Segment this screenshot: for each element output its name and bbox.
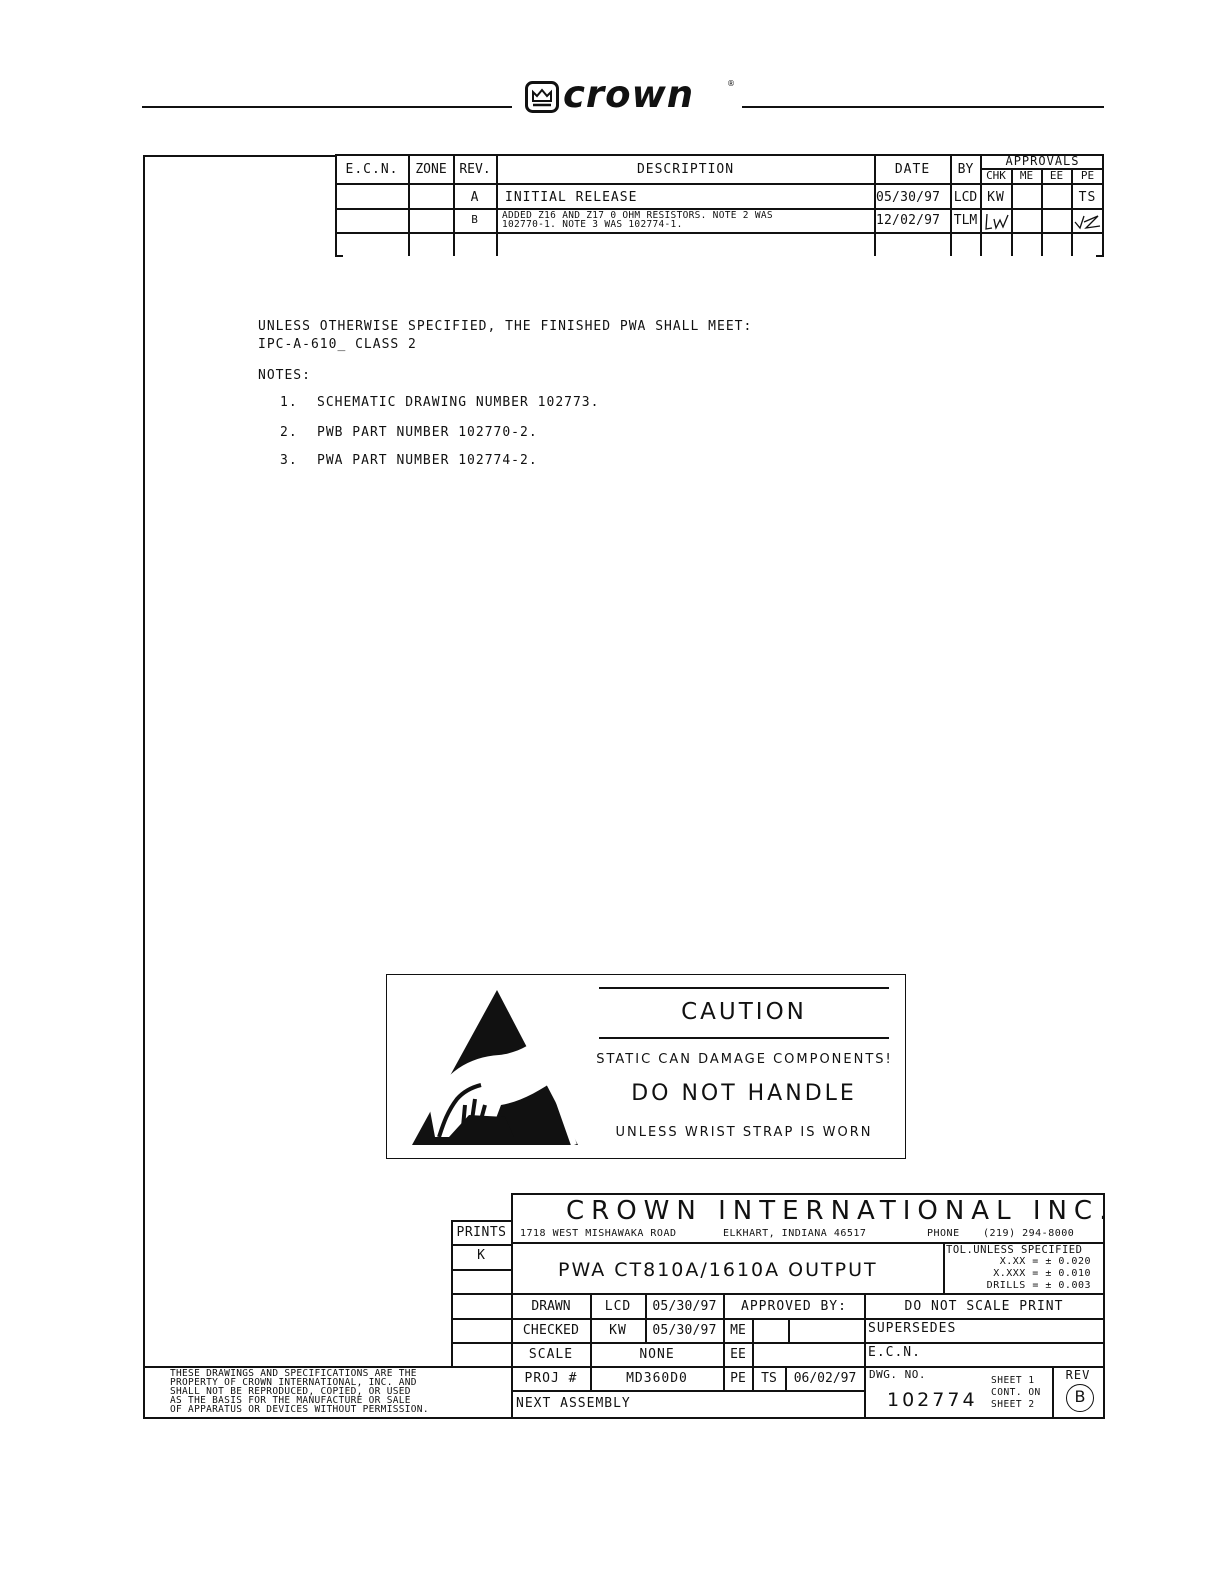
next-assembly-label: NEXT ASSEMBLY xyxy=(516,1396,631,1411)
rev-header-by: BY xyxy=(957,162,974,177)
rev-value: B xyxy=(1074,1387,1086,1406)
property-line-1: THESE DRAWINGS AND SPECIFICATIONS ARE THE xyxy=(170,1368,417,1379)
company-city: ELKHART, INDIANA 46517 xyxy=(723,1228,867,1239)
caution-top-rule xyxy=(599,987,889,989)
do-not-scale-print: DO NOT SCALE PRINT xyxy=(904,1299,1064,1314)
phone-number: (219) 294-8000 xyxy=(983,1228,1075,1239)
note-3-number: 3. xyxy=(280,453,298,468)
prints-label: PRINTS xyxy=(456,1225,507,1240)
ee-label: EE xyxy=(730,1347,746,1362)
rev-header-description: DESCRIPTION xyxy=(636,162,735,177)
sheet-left-border xyxy=(143,155,145,1418)
note-1-number: 1. xyxy=(280,395,298,410)
caution-line-1: STATIC CAN DAMAGE COMPONENTS! xyxy=(596,1052,893,1067)
property-line-5: OF APPARATUS OR DEVICES WITHOUT PERMISSION. xyxy=(170,1404,429,1415)
note-2-number: 2. xyxy=(280,425,298,440)
tolerance-xx: X.XX = ± 0.020 xyxy=(999,1256,1091,1267)
phone-label: PHONE xyxy=(927,1228,960,1239)
approved-by-label: APPROVED BY: xyxy=(741,1299,847,1314)
rev-a-pe: TS xyxy=(1078,190,1097,205)
registered-mark: ® xyxy=(727,79,735,88)
note-3-text: PWA PART NUMBER 102774-2. xyxy=(317,453,538,468)
crown-emblem-icon xyxy=(525,81,559,113)
sheet-top-rule xyxy=(143,155,335,157)
rev-b-by: TLM xyxy=(953,213,978,228)
rev-header-approvals: APPROVALS xyxy=(1005,154,1080,168)
rev-header-date: DATE xyxy=(894,162,931,177)
rev-label: REV xyxy=(1065,1368,1091,1382)
supersedes-label: SUPERSEDES xyxy=(868,1321,957,1336)
sheet-line-3: SHEET 2 xyxy=(991,1399,1035,1410)
caution-title: CAUTION xyxy=(681,999,807,1025)
rev-header-chk: CHK xyxy=(986,169,1006,182)
drawn-by: LCD xyxy=(604,1299,632,1314)
rev-a-date: 05/30/97 xyxy=(876,190,941,205)
header-rule-right xyxy=(742,106,1104,108)
checked-by: KW xyxy=(609,1323,627,1338)
property-line-4: AS THE BASIS FOR THE MANUFACTURE OR SALE xyxy=(170,1395,411,1406)
spec-line-1: UNLESS OTHERWISE SPECIFIED, THE FINISHED PWA SHALL MEET: xyxy=(258,319,753,334)
note-1-text: SCHEMATIC DRAWING NUMBER 102773. xyxy=(317,395,600,410)
property-line-3: SHALL NOT BE REPRODUCED, COPIED, OR USED xyxy=(170,1386,411,1397)
rev-a-rev: A xyxy=(470,190,480,205)
pe-by: TS xyxy=(761,1371,777,1386)
rev-a-description: INITIAL RELEASE xyxy=(505,190,638,205)
rev-b-description-line1: ADDED Z16 AND Z17 0 OHM RESISTORS. NOTE 2 WAS xyxy=(502,210,773,221)
proj-value: MD360D0 xyxy=(626,1371,688,1386)
dwg-no-label: DWG. NO. xyxy=(869,1368,926,1381)
rev-header-me: ME xyxy=(1019,169,1034,182)
note-2-text: PWB PART NUMBER 102770-2. xyxy=(317,425,538,440)
proj-label: PROJ # xyxy=(524,1371,578,1386)
caution-bottom-rule xyxy=(599,1037,889,1039)
rev-b-date: 12/02/97 xyxy=(876,213,941,228)
drawing-title: PWA CT810A/1610A OUTPUT xyxy=(558,1259,878,1281)
drawn-date: 05/30/97 xyxy=(652,1299,717,1314)
rev-header-pe: PE xyxy=(1080,169,1095,182)
crown-logo-text: crown xyxy=(563,73,695,116)
prints-value: K xyxy=(477,1248,486,1263)
rev-header-zone: ZONE xyxy=(415,162,447,177)
tolerance-xxx: X.XXX = ± 0.010 xyxy=(993,1268,1091,1279)
rev-b-rev: B xyxy=(471,213,479,226)
pe-label: PE xyxy=(730,1371,746,1386)
caution-line-2: DO NOT HANDLE xyxy=(631,1081,857,1106)
rev-a-by: LCD xyxy=(953,190,978,205)
scale-label: SCALE xyxy=(528,1347,574,1362)
dwg-no-value: 102774 xyxy=(887,1389,978,1411)
header-rule-left xyxy=(142,106,512,108)
rev-b-description-line2: 102770-1. NOTE 3 WAS 102774-1. xyxy=(502,219,683,230)
notes-title: NOTES: xyxy=(258,368,311,383)
esd-caution-label xyxy=(386,974,906,1159)
sheet-line-2: CONT. ON xyxy=(991,1387,1041,1398)
crown-logo xyxy=(525,73,735,116)
pe-date: 06/02/97 xyxy=(793,1371,857,1386)
tolerance-drills: DRILLS = ± 0.003 xyxy=(986,1280,1091,1291)
spec-line-2: IPC-A-610_ CLASS 2 xyxy=(258,337,417,352)
rev-header-ee: EE xyxy=(1049,169,1064,182)
company-name: CROWN INTERNATIONAL INC. xyxy=(566,1196,1115,1226)
checked-label: CHECKED xyxy=(522,1323,580,1338)
scale-value: NONE xyxy=(639,1347,675,1362)
tolerance-title: TOL.UNLESS SPECIFIED xyxy=(946,1244,1083,1256)
rev-b-pe-signature xyxy=(1072,210,1102,232)
checked-date: 05/30/97 xyxy=(652,1323,717,1338)
rev-header-rev: REV. xyxy=(459,162,491,177)
ecn-label: E.C.N. xyxy=(868,1345,921,1360)
rev-a-chk: KW xyxy=(987,190,1005,205)
company-address: 1718 WEST MISHAWAKA ROAD xyxy=(520,1228,677,1239)
sheet-line-1: SHEET 1 xyxy=(991,1375,1035,1386)
me-label: ME xyxy=(730,1323,746,1338)
property-line-2: PROPERTY OF CROWN INTERNATIONAL, INC. AND xyxy=(170,1377,417,1388)
rev-b-chk-signature xyxy=(983,210,1011,232)
caution-line-3: UNLESS WRIST STRAP IS WORN xyxy=(615,1125,873,1140)
rev-header-ecn: E.C.N. xyxy=(345,162,399,177)
esd-warning-icon xyxy=(409,987,581,1149)
drawn-label: DRAWN xyxy=(531,1299,571,1314)
